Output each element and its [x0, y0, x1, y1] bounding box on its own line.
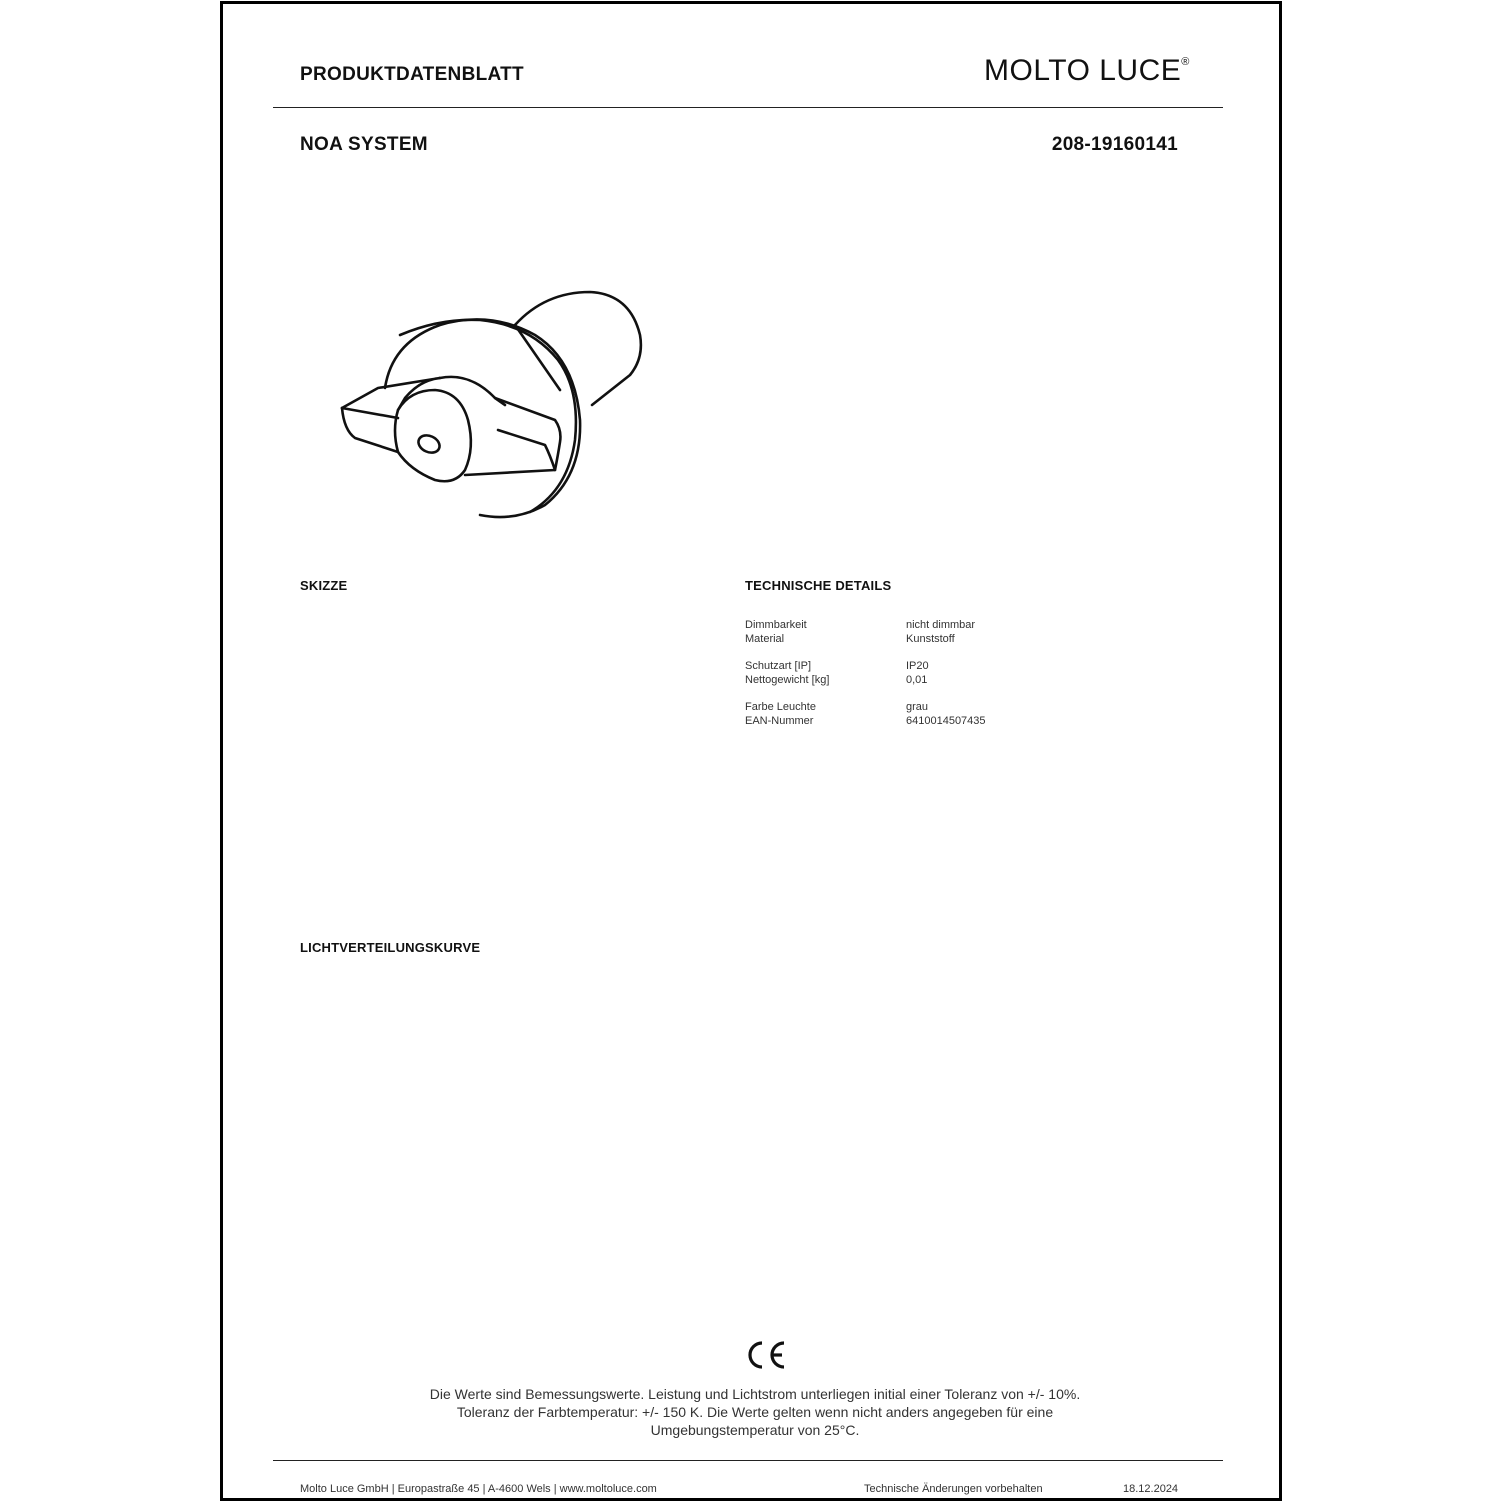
- brand-name: MOLTO LUCE: [984, 54, 1182, 87]
- disclaimer: [300, 1385, 1210, 1439]
- light-distribution-section-label: LICHTVERTEILUNGSKURVE: [300, 940, 481, 955]
- product-name: NOA SYSTEM: [300, 134, 428, 155]
- tech-value: IP20: [906, 660, 929, 672]
- footer-note: Technische Änderungen vorbehalten: [864, 1483, 1043, 1495]
- tech-row: [745, 659, 1105, 673]
- tech-group: [745, 700, 1105, 728]
- tech-value: 0,01: [906, 674, 928, 686]
- tech-value: Kunststoff: [906, 633, 955, 645]
- tech-value: nicht dimmbar: [906, 619, 976, 631]
- tech-key: Schutzart [IP]: [745, 660, 812, 672]
- tech-row: [745, 700, 1105, 714]
- tech-value: grau: [906, 701, 929, 713]
- disclaimer-line: Die Werte sind Bemessungswerte. Leistung und Lichtstrom unterliegen initial einer Toleranz von +/- 10%.: [429, 1386, 1081, 1402]
- tech-details-section-label: TECHNISCHE DETAILS: [745, 578, 892, 593]
- product-drawing-icon: [330, 280, 660, 545]
- tech-key: Dimmbarkeit: [745, 619, 807, 631]
- tech-group: [745, 659, 1105, 687]
- tech-key: EAN-Nummer: [745, 715, 814, 727]
- document-title: PRODUKTDATENBLATT: [300, 64, 524, 85]
- footer-divider: [273, 1460, 1223, 1461]
- tech-key: Farbe Leuchte: [745, 701, 816, 713]
- footer-date: 18.12.2024: [1123, 1483, 1179, 1495]
- registered-mark: ®: [1181, 56, 1190, 68]
- tech-row: [745, 618, 1105, 632]
- tech-group: [745, 618, 1105, 646]
- header-divider: [273, 107, 1223, 108]
- page-frame: [220, 1, 1282, 1501]
- tech-row: [745, 632, 1105, 646]
- footer-company: Molto Luce GmbH | Europastraße 45 | A-4600 Wels | www.moltoluce.com: [300, 1483, 657, 1495]
- brand-logo: [984, 54, 1190, 88]
- sketch-section-label: SKIZZE: [300, 578, 348, 593]
- tech-row: [745, 714, 1105, 728]
- tech-row: [745, 673, 1105, 687]
- disclaimer-line: Toleranz der Farbtemperatur: +/- 150 K. Die Werte gelten wenn nicht anders angegeben für eine: [456, 1404, 1054, 1420]
- tech-key: Material: [745, 633, 785, 645]
- tech-details-table: [745, 618, 1105, 741]
- product-number: 208-19160141: [1051, 134, 1178, 155]
- ce-mark-icon: [744, 1338, 788, 1377]
- disclaimer-line: Umgebungstemperatur von 25°C.: [650, 1422, 860, 1438]
- tech-value: 6410014507435: [906, 715, 986, 727]
- tech-key: Nettogewicht [kg]: [745, 674, 830, 686]
